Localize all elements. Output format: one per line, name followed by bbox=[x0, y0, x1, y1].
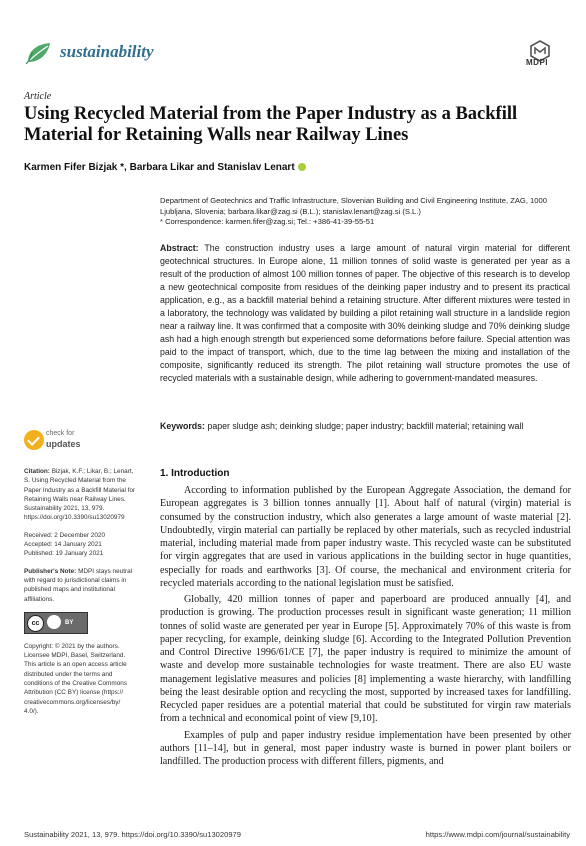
citation-text: Bizjak, K.F.; Likar, B.; Lenart, S. Using Recycled Material from the Paper Industry as a Backfill Material for Retaining Walls near Railway Lines. Sustainability 2021, 13, 979. https://doi.org/10.3390/su13020979 bbox=[24, 468, 136, 522]
footer-journal-url[interactable]: https://www.mdpi.com/journal/sustainability bbox=[425, 830, 570, 839]
leaf-icon bbox=[24, 38, 54, 68]
cc-by-label: BY bbox=[65, 619, 74, 626]
paragraph: Examples of pulp and paper industry residue implementation have been presented by other authors [11–14], but in general, most paper industry waste is burned in power plant boilers or landfilled. The production process with different fillers, pigments, and bbox=[160, 729, 571, 767]
orcid-icon[interactable] bbox=[298, 163, 306, 171]
section-heading-introduction: 1. Introduction bbox=[160, 468, 230, 479]
cc-icon: cc bbox=[27, 615, 44, 632]
keywords bbox=[160, 420, 570, 432]
abstract-text: The construction industry uses a large amount of natural virgin material for different geotechnical structures. In Europe alone, 11 million tonnes of solid waste is generated per year as a result of the production of almost 100 million tonnes of paper. The objective of this research is to develop a new geotechnical composite from residues of the deinking paper industry and to present its practical application, e.g., as a backfill material behind a retaining structure. After different mixtures were tested in a laboratory, the technology was validated by building a pilot retaining wall structure in a landslide region near a railway line. It was confirmed that a composite with 30% deinking sludge and 70% deinking sludge ash had a high enough strength but experienced some deformations before failure. Special attention was paid to the impact of transport, which, due to the time lag between the mixing and installation of the composite, significantly reduced its strength. The pilot retaining wall structure promotes the use of recycled materials with a sustainable design, while adhering to government-mandated measures. bbox=[160, 243, 570, 383]
article-info-sidebar bbox=[24, 467, 136, 724]
citation-block bbox=[24, 467, 136, 523]
received-date: Received: 2 December 2020 bbox=[24, 531, 105, 539]
mdpi-logo[interactable] bbox=[520, 40, 560, 68]
correspondence: * Correspondence: karmen.fifer@zag.si; Tel.: +386-41-39-55-51 bbox=[160, 217, 375, 226]
abstract bbox=[160, 242, 570, 385]
journal-name: sustainability bbox=[60, 42, 154, 61]
publisher-note-block bbox=[24, 567, 136, 604]
publisher-name: MDPI bbox=[526, 58, 548, 67]
footer-citation[interactable]: Sustainability 2021, 13, 979. https://doi.org/10.3390/su13020979 bbox=[24, 830, 242, 839]
copyright-text: Copyright: © 2021 by the authors. Licensee MDPI, Basel, Switzerland. This article is an open access article distributed under the terms and conditions of the Creative Commons Attribution (CC BY) license (https:// creativecommons.org/licenses/by/ 4.0/). bbox=[24, 642, 128, 715]
affiliation: Department of Geotechnics and Traffic Infrastructure, Slovenian Building and Civil Engineering Institute, ZAG, 1000 Ljubljana, Slovenia; barbara.likar@zag.si (B.L.); stanislav.lenart@zag.si (S.L.) bbox=[160, 196, 547, 216]
check-for-updates-button[interactable] bbox=[24, 428, 104, 458]
authors-text: Karmen Fifer Bizjak *, Barbara Likar and Stanislav Lenart bbox=[24, 162, 295, 173]
paper-title: Using Recycled Material from the Paper Industry as a Backfill Material for Retaining Walls near Railway Lines bbox=[24, 104, 518, 145]
by-person-icon bbox=[47, 615, 61, 629]
dates-block bbox=[24, 531, 136, 559]
accepted-date: Accepted: 14 January 2021 bbox=[24, 541, 102, 549]
keywords-label: Keywords: bbox=[160, 421, 205, 431]
copyright-block bbox=[24, 642, 136, 716]
check-updates-icon bbox=[24, 430, 44, 450]
journal-logo[interactable] bbox=[24, 38, 194, 68]
published-date: Published: 19 January 2021 bbox=[24, 550, 104, 558]
citation-label: Citation: bbox=[24, 468, 50, 475]
publisher-note-text: MDPI stays neutral with regard to jurisdictional claims in published maps and institutional affiliations. bbox=[24, 567, 133, 603]
check-updates-line1: check for bbox=[46, 430, 75, 437]
paragraph: Globally, 420 million tonnes of paper and paperboard are produced annually [4], and production is growing. The production processes result in significant waste generation; 11 million tonnes of solid waste are generated per year in Europe [5]. Approximately 70% of this waste is from paper recycling, for example, deinking sludge [6]. According to the Integrated Pollution Prevention and Control Directive 1996/61/CE [7], the paper industry is required to minimize the amount of waste and develop more sustainable technologies for waste treatment. There are also EU waste management legislative measures and policies [8] implementing a waste hierarchy, with landfilling being the least desirable option and recycling the most, supported by increased taxes for landfilling. Recycled paper residues are a potential material that could be substituted for virgin raw materials from a technical and economical point of view [9,10]. bbox=[160, 594, 571, 725]
abstract-label: Abstract: bbox=[160, 243, 199, 253]
cc-by-license-badge[interactable] bbox=[24, 612, 88, 634]
keywords-text: paper sludge ash; deinking sludge; paper industry; backfill material; retaining wall bbox=[207, 421, 524, 431]
body-text bbox=[160, 484, 571, 771]
affiliation-block bbox=[160, 196, 570, 228]
article-type: Article bbox=[24, 91, 52, 102]
publisher-note-label: Publisher's Note: bbox=[24, 567, 77, 575]
author-list bbox=[24, 162, 306, 173]
paragraph: According to information published by the European Aggregate Association, the demand for European aggregates is 3 billion tonnes annually [1]. About half of natural (virgin) material is consumed by the construction industry, which also generates a large amount of waste material [2]. Undoubtedly, virgin material can partially be replaced by other materials, such as recycled industrial material, including material made from paper industry waste. This recycled waste can be substituted for virgin aggregates that are used in various applications in the building sector in huge quantities, especially for roads and earthworks [3]. Of course, the mechanical and environment criteria for recycled materials according to the national legislation must be satisfied. bbox=[160, 485, 571, 589]
check-updates-line2: updates bbox=[46, 439, 81, 449]
